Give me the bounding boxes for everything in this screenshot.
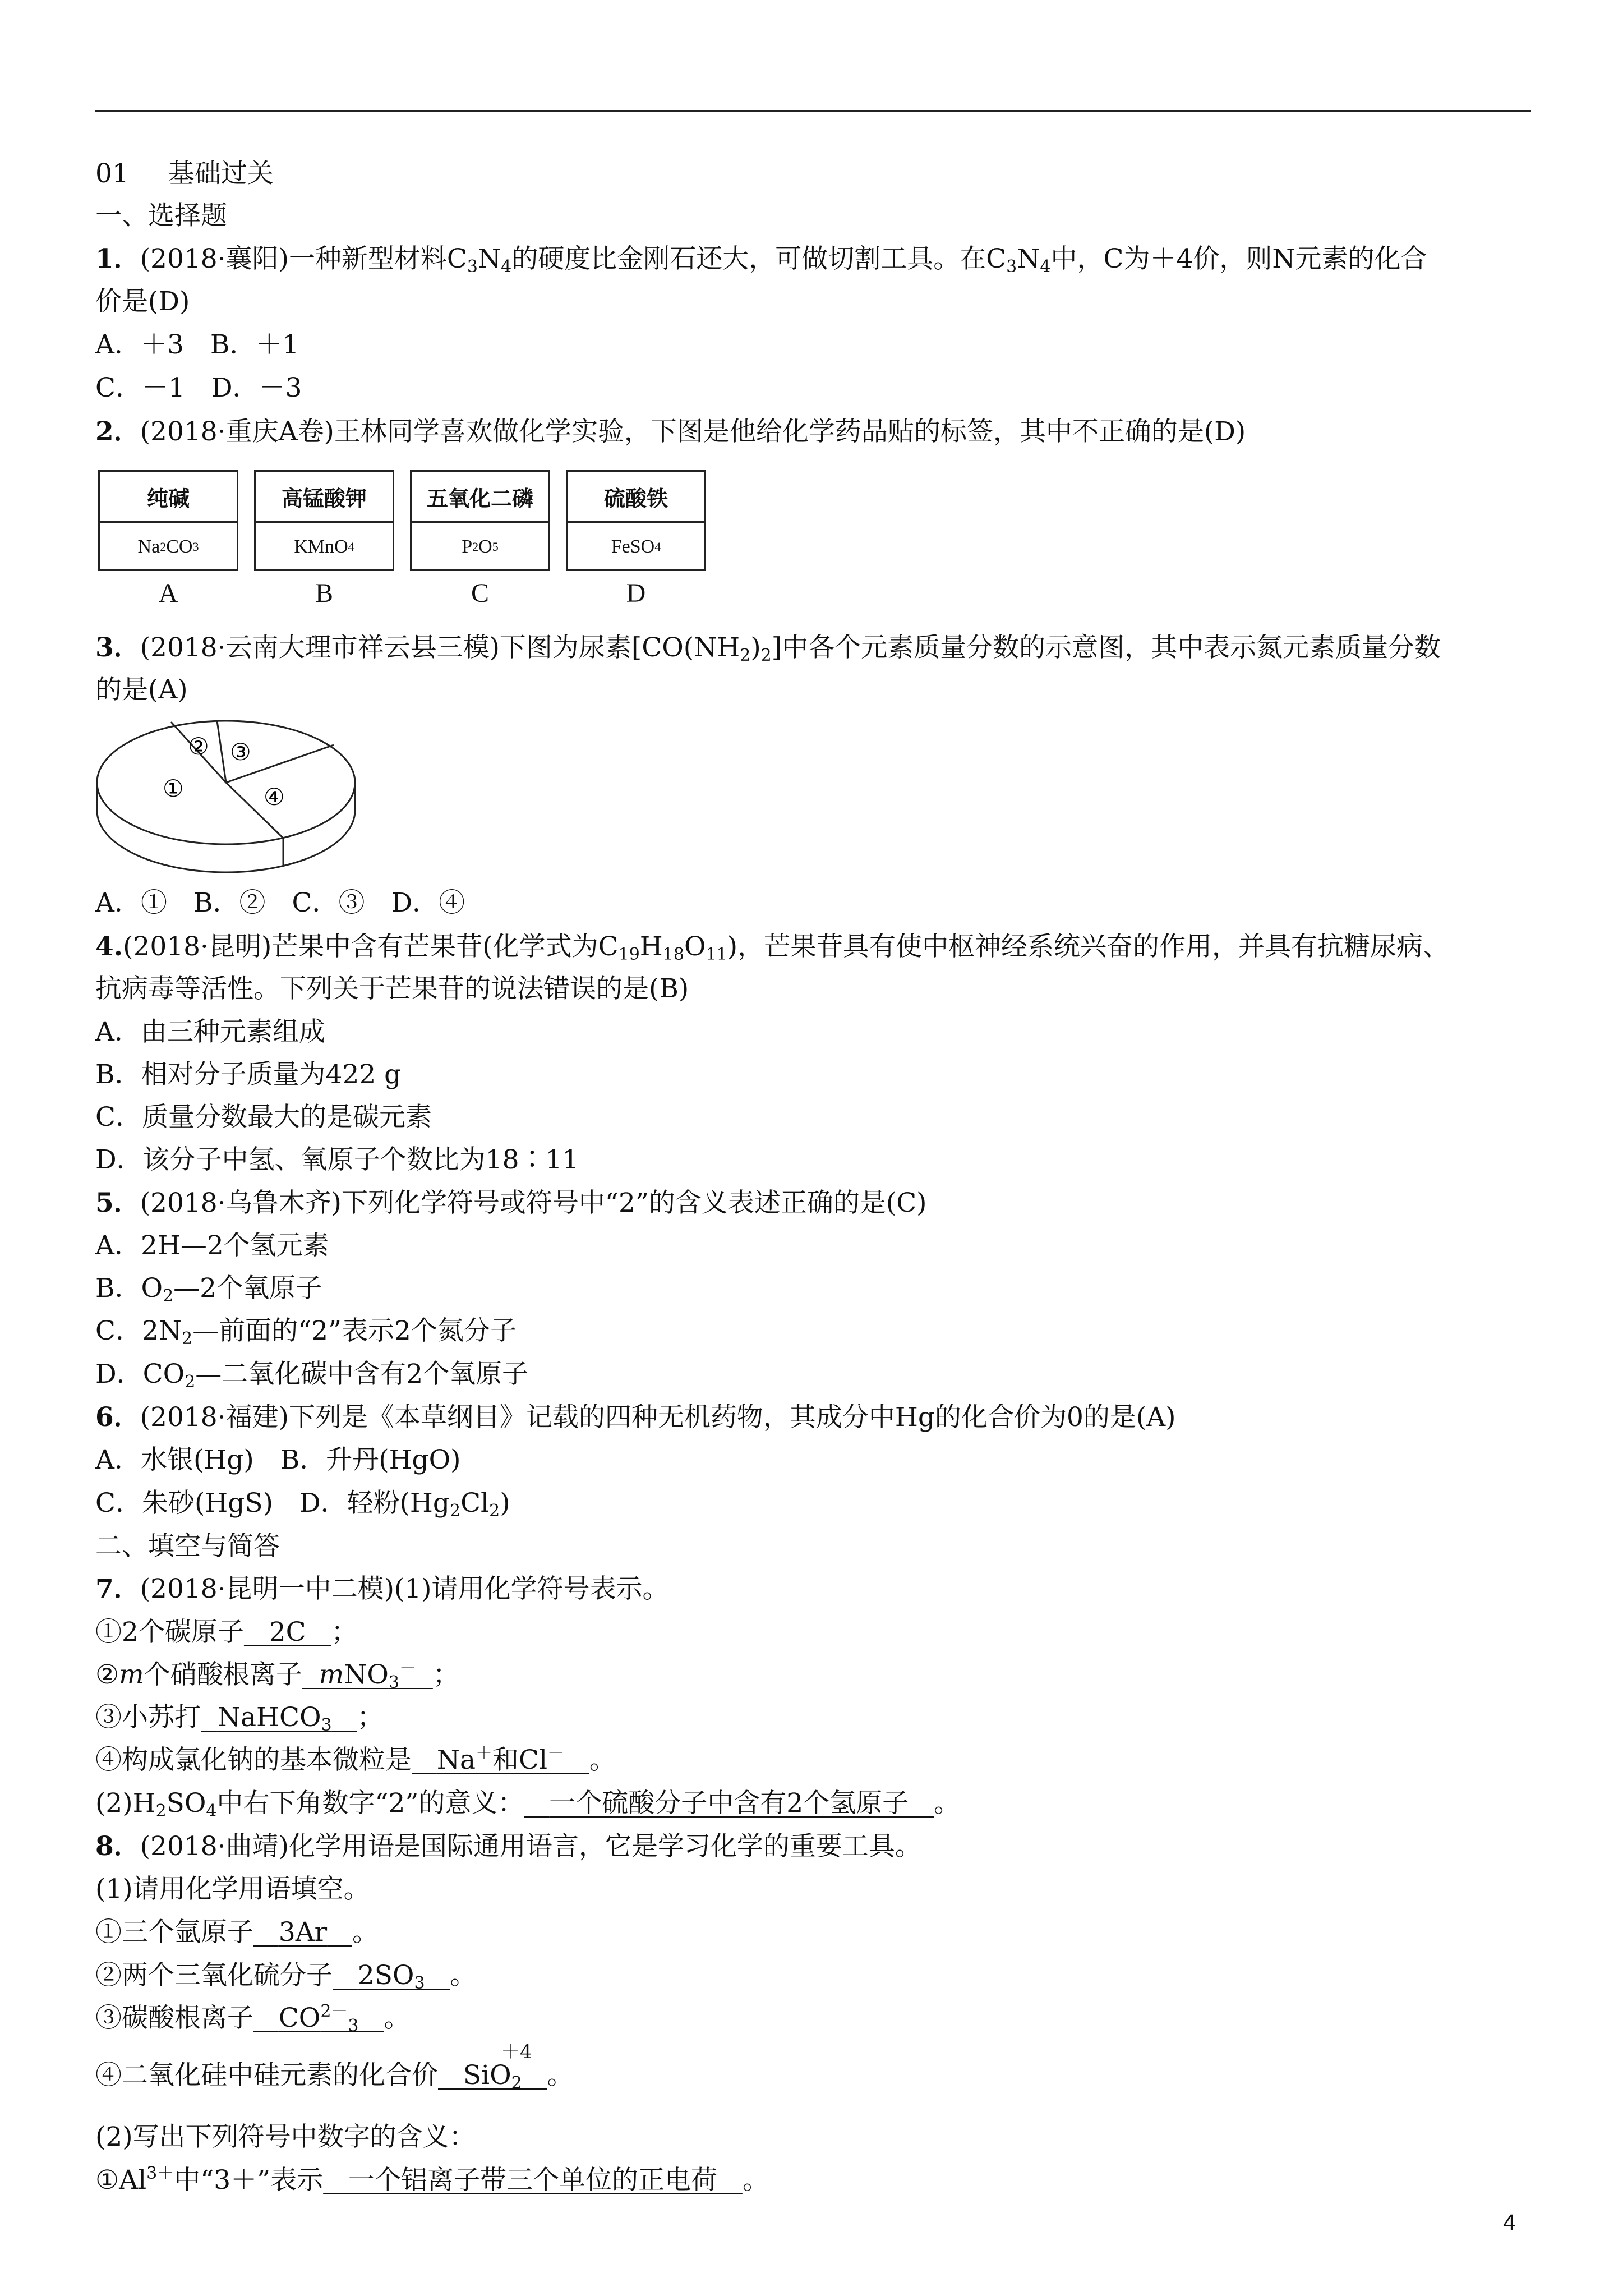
question-6: 6．(2018·福建)下列是《本草纲目》记载的四种无机药物，其成分中Hg的化合价为0的是(A) [95,1402,1176,1433]
label-box-a [98,470,238,571]
valence-mark: ＋4 [501,2041,532,2063]
pie-label-2: ② [188,733,209,760]
question-7-item-4: ④构成氯化钠的基本微粒是 Na＋和Cl－ 。 [95,1743,616,1775]
question-5-option-d: D．$CO_2—$二氧化碳中含有2个氧原子 [95,1359,529,1392]
part2-heading: 二、填空与简答 [95,1531,280,1562]
answer-blank: 2C [269,1617,306,1648]
question-3-options: A．① B．② C．③ D．④ [95,887,465,918]
answer-blank: 一个硫酸分子中含有2个氢原子 [549,1788,909,1819]
question-8-sub-1: (1)请用化学用语填空。 [95,1874,370,1904]
question-1-options-1: A．＋3 B．＋1 [95,329,299,360]
question-1-line2: 价是(D) [95,286,190,317]
label-formula: FeSO 4 [611,536,661,557]
question-4-option-b: B．相对分子质量为422 g [95,1059,402,1090]
page-number: 4 [1503,2210,1516,2235]
answer-blank: $2SO_3$ [357,1960,425,1993]
pie-label-4: ④ [264,783,285,811]
question-4-option-d: D．该分子中氢、氧原子个数比为18∶11 [95,1144,579,1175]
question-4: 4.(2018·昆明)芒果中含有芒果苷(化学式为$C_{19}H_{18}O_{11}$)，芒果苷具有使中枢神经系统兴奋的作用，并具有抗糖尿病、 [95,931,1450,964]
question-1-options-2: C．－1 D．－3 [95,372,302,403]
label-name: 纯碱 [100,472,237,523]
question-4-option-a: A．由三种元素组成 [95,1016,325,1047]
question-2: 2．(2018·重庆A卷)王林同学喜欢做化学实验，下图是他给化学药品贴的标签，其中不正确的是(D) [95,416,1246,447]
answer-blank: $CO^{2-}_3$ [278,2001,359,2036]
label-box-d [566,470,706,571]
question-5-option-b: B．$O_2—2$个氧原子 [95,1273,322,1306]
label-box-c [410,470,550,571]
question-5: 5．(2018·乌鲁木齐)下列化学符号或符号中“2”的含义表述正确的是(C) [95,1188,927,1218]
question-7-part-2: $(2)H_2SO_4$中右下角数字“2”的意义： 一个硫酸分子中含有2个氢原子 。 [95,1788,961,1821]
answer-blank: NaHCO$_3$ [217,1702,332,1735]
answer-blank: SiO$_2$ [463,2060,522,2093]
question-8-item-3: ③碳酸根离子 $CO^{2-}_3$ 。 [95,2001,411,2036]
section-heading: 01 基础过关 [95,158,274,189]
question-7-item-1: ①2个碳原子 2C ； [95,1617,358,1648]
label-letter-b: B [315,578,333,608]
label-name: 五氧化二磷 [412,472,548,523]
answer-blank: 一个铝离子带三个单位的正电荷 [348,2165,717,2196]
question-8-item-2: ②两个三氧化硫分子 $2SO_3$ 。 [95,1960,477,1993]
label-letter-a: A [158,578,178,608]
question-8-item-1: ①三个氩原子 3Ar 。 [95,1917,379,1948]
header-rule [95,110,1531,112]
label-formula: Na 2 CO 3 [137,536,199,557]
question-4-option-c: C．质量分数最大的是碳元素 [95,1102,432,1133]
question-5-option-c: C．$2N_2—$前面的“2”表示2个氮分子 [95,1315,517,1349]
question-8-item-4: ④二氧化硅中硅元素的化合价 SiO$_2$ 。 [95,2060,574,2093]
answer-blank: mNO$_3$－ [319,1658,416,1692]
question-7-item-3: ③小苏打 NaHCO$_3$ ； [95,1702,384,1735]
question-7: 7．(2018·昆明一中二模)(1)请用化学符号表示。 [95,1573,669,1604]
pie-label-1: ① [163,775,184,802]
question-3: 3．(2018·云南大理市祥云县三模)下图为尿素$[CO(NH_2)_2]$中各个元素质量分数的示意图，其中表示氮元素质量分数 [95,632,1441,665]
label-letter-d: D [626,578,646,608]
pie-label-3: ③ [230,738,251,766]
question-8-sub-2: (2)写出下列符号中数字的含义： [95,2122,476,2152]
label-name: 高锰酸钾 [256,472,393,523]
answer-blank: 3Ar [278,1917,328,1948]
pie-diagram [93,712,356,875]
label-formula: P 2 O 5 [462,536,499,557]
part1-heading: 一、选择题 [95,200,227,231]
question-8: 8．(2018·曲靖)化学用语是国际通用语言，它是学习化学的重要工具。 [95,1831,921,1862]
question-5-option-a: A．2H—2个氢元素 [95,1230,329,1261]
question-3-line2: 的是(A) [95,674,188,705]
answer-blank: Na＋和Cl－ [436,1743,564,1775]
label-formula: KMnO 4 [294,536,354,557]
question-1: 1．(2018·襄阳)一种新型材料$C_3N_4$的硬度比金刚石还大，可做切割工具。在$C_3N_4$中，C为＋4价，则N元素的化合 [95,243,1427,277]
question-6-options-2: C．朱砂(HgS) D．轻粉$(Hg_2Cl_2)$ [95,1488,510,1521]
question-7-item-2: ②m个硝酸根离子 mNO$_3$－ ； [95,1658,459,1692]
label-letter-c: C [471,578,489,608]
label-box-b [254,470,394,571]
question-6-options-1: A．水银(Hg) B．升丹(HgO) [95,1444,461,1475]
question-8-item-5: $①Al^{3+}$中“3＋”表示 一个铝离子带三个单位的正电荷 。 [95,2164,769,2196]
label-name: 硫酸铁 [568,472,704,523]
question-4-line2: 抗病毒等活性。下列关于芒果苷的说法错误的是(B) [95,973,689,1004]
